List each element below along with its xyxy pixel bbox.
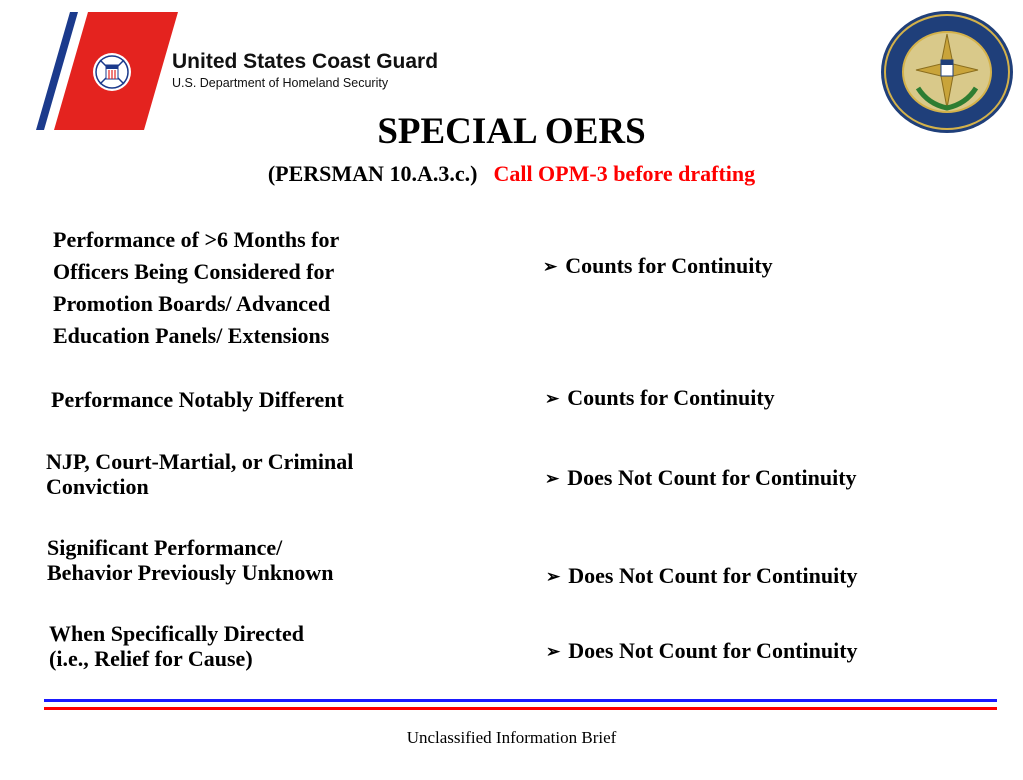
row-5-line-1: When Specifically Directed — [49, 621, 304, 646]
row-3-outcome-text: Does Not Count for Continuity — [567, 465, 857, 490]
row-4-criteria — [47, 535, 467, 585]
call-opm-note: Call OPM-3 before drafting — [493, 161, 756, 186]
row-3-line-2: Conviction — [46, 474, 149, 499]
row-3-line-1: NJP, Court-Martial, or Criminal — [46, 449, 354, 474]
row-5-outcome-text: Does Not Count for Continuity — [568, 638, 858, 663]
row-5-outcome — [546, 637, 858, 666]
row-1-outcome — [543, 252, 773, 281]
footer-rule-blue — [44, 699, 997, 702]
bullet-arrow-icon: ➢ — [546, 642, 561, 661]
footer-classification: Unclassified Information Brief — [406, 728, 617, 747]
row-4-line-2: Behavior Previously Unknown — [47, 560, 334, 585]
row-4-line-1: Significant Performance/ — [47, 535, 283, 560]
org-subtitle: U.S. Department of Homeland Security — [172, 76, 389, 90]
bullet-arrow-icon: ➢ — [545, 389, 560, 408]
row-2-line-1: Performance Notably Different — [51, 387, 344, 412]
bullet-arrow-icon: ➢ — [546, 567, 561, 586]
page-subtitle — [0, 160, 1023, 188]
row-1-line-1: Performance of >6 Months for — [53, 227, 340, 252]
row-1-outcome-text: Counts for Continuity — [565, 253, 773, 278]
row-2-outcome-text: Counts for Continuity — [567, 385, 775, 410]
persman-reference: (PERSMAN 10.A.3.c.) — [267, 161, 478, 186]
row-5-criteria — [49, 621, 469, 671]
bullet-arrow-icon: ➢ — [543, 257, 558, 276]
row-1-line-2: Officers Being Considered for — [53, 259, 335, 284]
row-1-line-3: Promotion Boards/ Advanced — [53, 291, 331, 316]
row-4-outcome-text: Does Not Count for Continuity — [568, 563, 858, 588]
org-name: United States Coast Guard — [172, 50, 439, 73]
row-1-line-4: Education Panels/ Extensions — [53, 323, 330, 348]
row-3-criteria — [46, 449, 466, 499]
row-4-outcome — [546, 562, 858, 591]
row-5-line-2: (i.e., Relief for Cause) — [49, 646, 253, 671]
row-3-outcome — [545, 464, 857, 493]
bullet-arrow-icon: ➢ — [545, 469, 560, 488]
page-title: SPECIAL OERS — [377, 111, 646, 152]
row-2-outcome — [545, 384, 775, 413]
footer-rule-red — [44, 707, 997, 710]
row-1-criteria — [53, 224, 473, 352]
row-2-criteria — [51, 384, 471, 416]
